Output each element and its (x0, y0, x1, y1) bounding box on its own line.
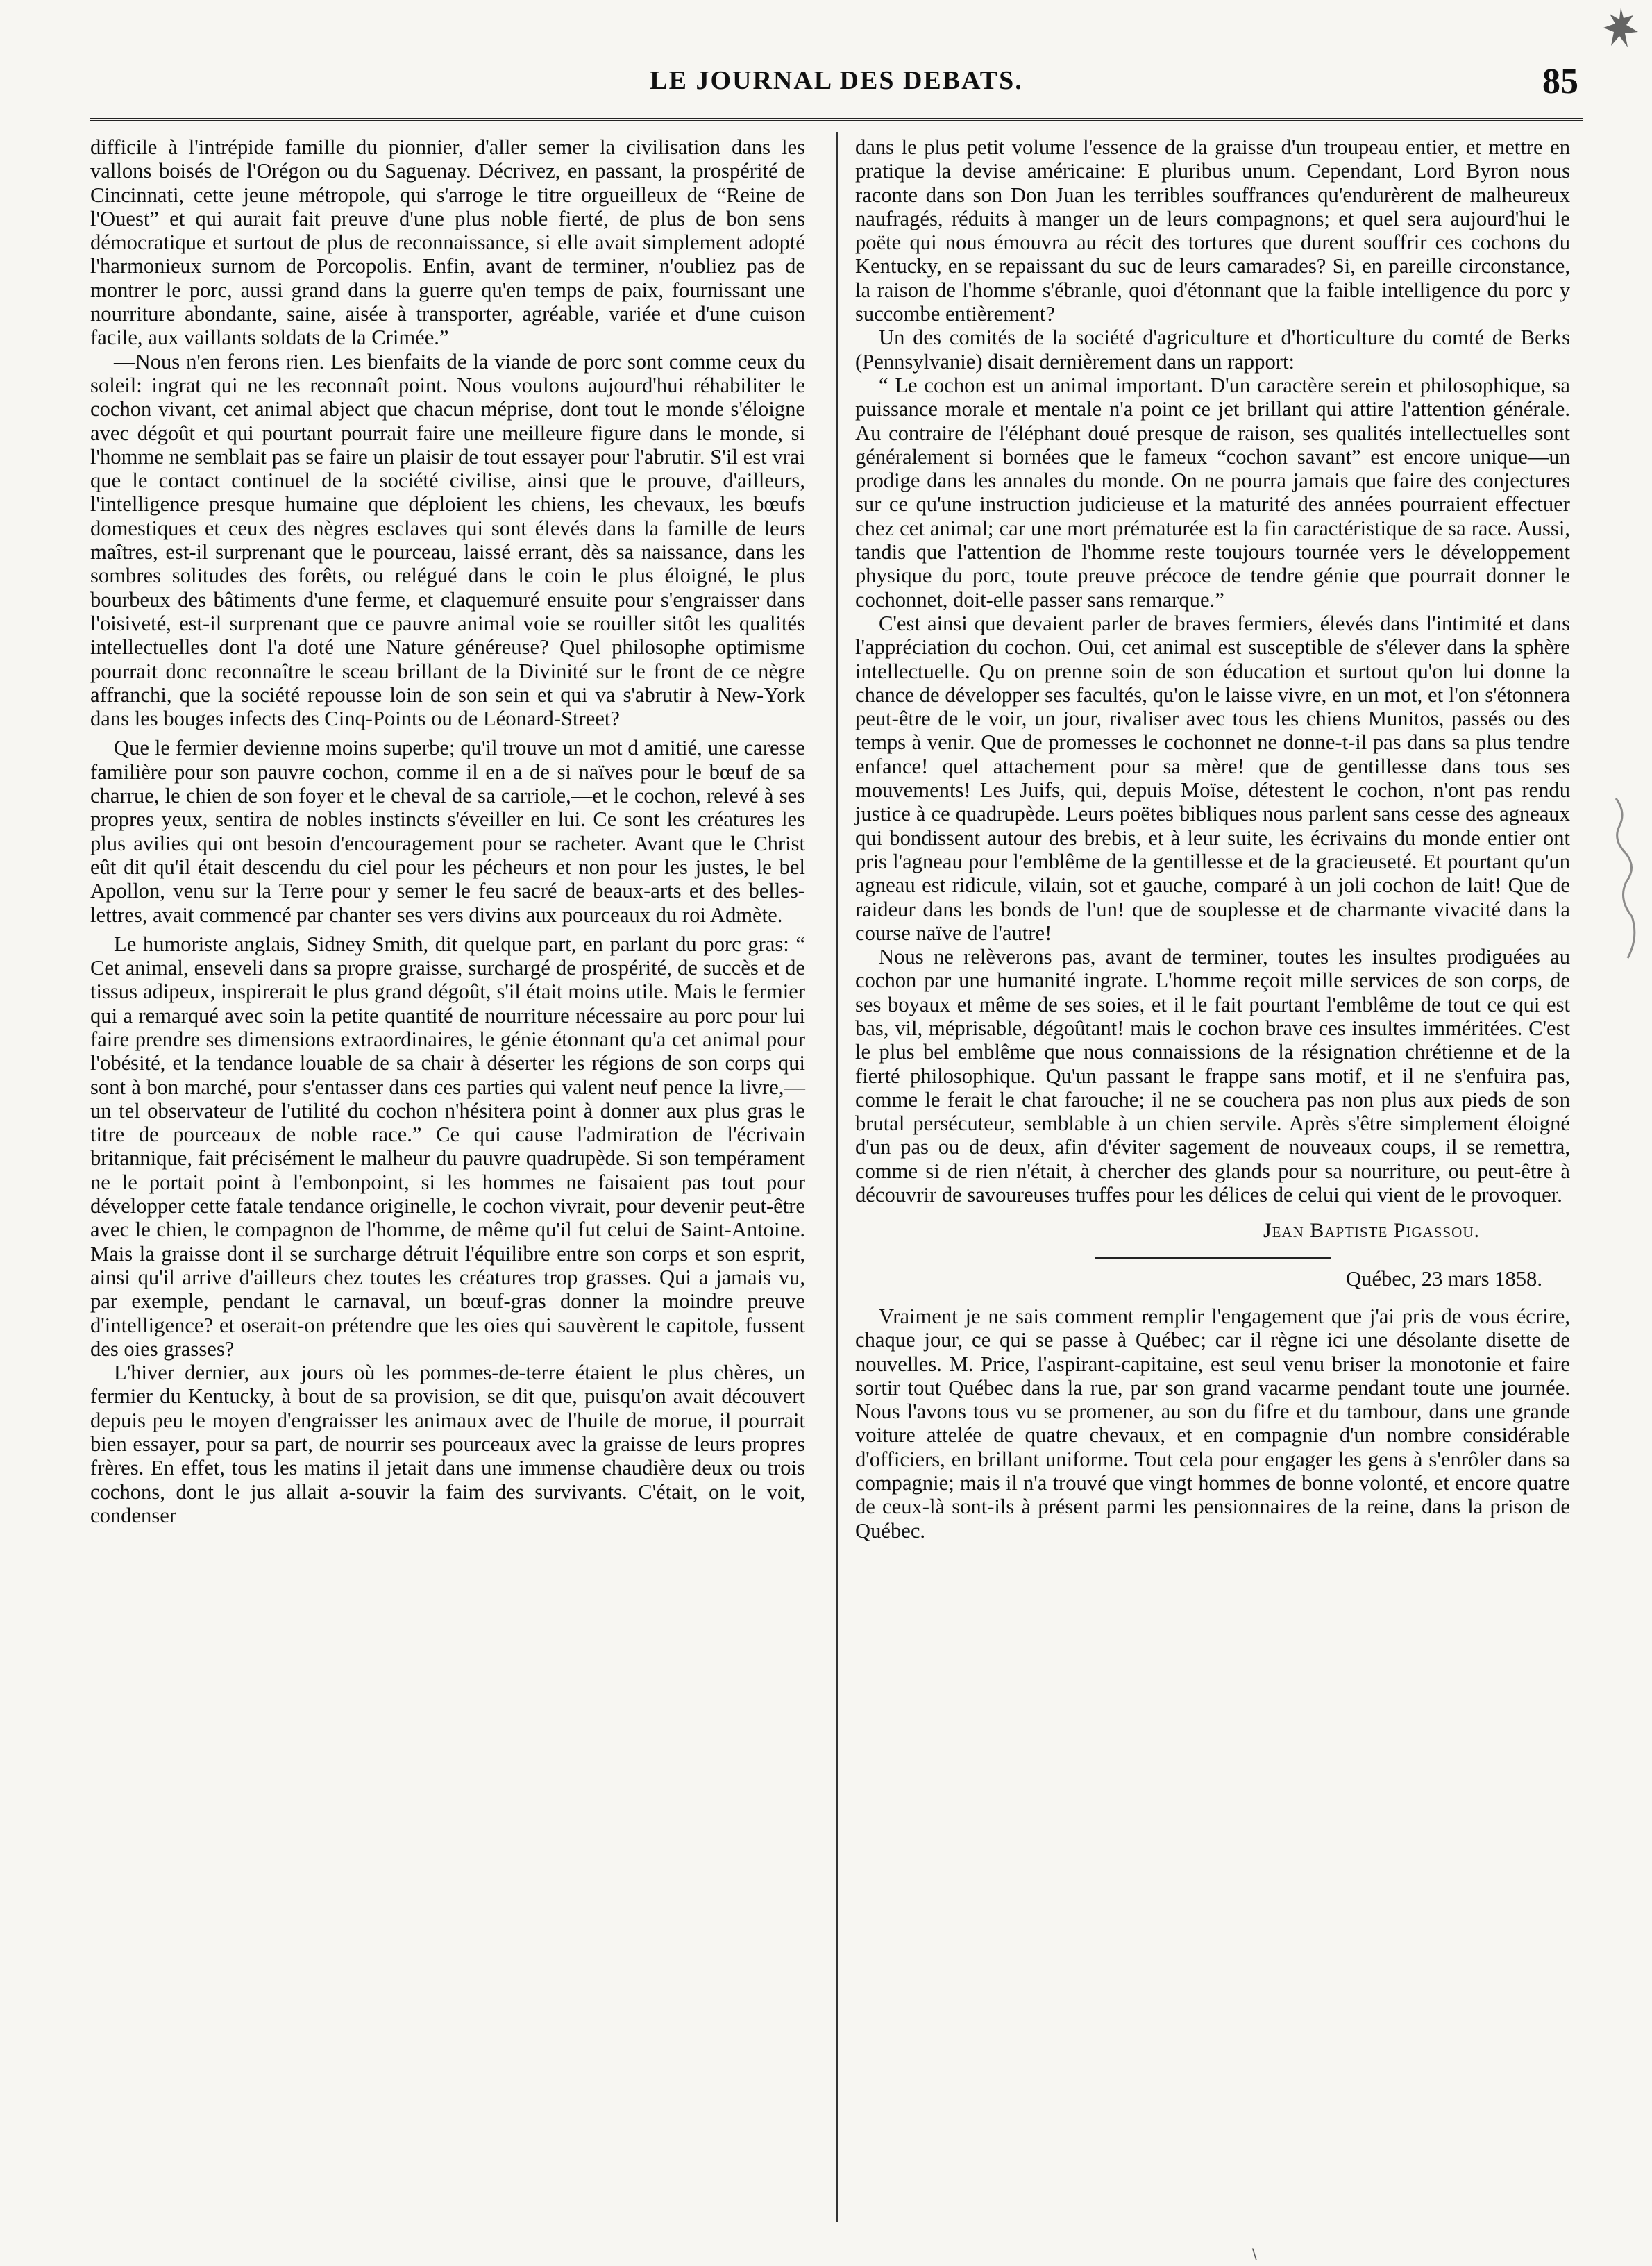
right-column (855, 135, 1570, 1543)
page-number: 85 (1542, 62, 1578, 101)
left-paragraph: Le humoriste anglais, Sidney Smith, dit quelque part, en parlant du porc gras: “ Cet animal, enseveli dans sa propre graisse, surchargé de prospérité, de succès et de tissus adipeux, inspirerait le plus grand dégoût, s'il était moins utile. Mais le fermier qui a remarqué avec soin la petite quantité de nourriture nécessaire au porc pour lui faire prendre ses dimensions extraordinaires, le génie étonnant qu'a cet animal pour l'obésité, et la tendance louable de sa chair à déserter les régions de son corps qui sont à bon marché, pour s'entasser dans ces parties qui valent neuf pence la livre,—un tel observateur de l'utilité du cochon n'hésitera point à donner aux plus gras le titre de pourceaux de noble race.” Ce qui cause l'admiration de l'écrivain britannique, fait précisément le malheur du pauvre quadrupède. Si son tempérament ne le portait point à l'embonpoint, si les hommes ne faisaient pas tout pour développer cette fatale tendance originelle, le cochon vivrait, pour devenir peut-être avec le chien, le compagnon de l'homme, de même qu'il fut celui de Saint-Antoine. Mais la graisse dont il se surcharge détruit l'équilibre entre son corps et son esprit, ainsi qu'il arrive d'ailleurs chez toutes les créatures trop grasses. Qui a jamais vu, par exemple, pendant le carnaval, un bœuf-gras donner la moindre preuve d'intelligence? et oserait-on prétendre que les oies qui sauvèrent le capitole, fussent des oies grasses? (90, 932, 805, 1361)
right-paragraph: “ Le cochon est un animal important. D'un caractère serein et philosophique, sa puissance morale et mentale n'a point ce jet brillant qui attire l'attention générale. Au contraire de l'éléphant doué presque de raison, ses qualités intellectuelles sont généralement si bornées que le fameux “cochon savant” est encore unique—un prodige dans les annales du monde. On ne pourra jamais que faire des conjectures sur ce qu'une instruction judicieuse et la maturité des années pourraient effectuer chez cet animal; car une mort prématurée est la fin caractéristique de sa race. Aussi, tandis que l'attention de l'homme reste toujours tournée vers le développement physique du porc, toute preuve précoce de tendre génie que pourrait donner le cochonnet, doit-elle passer sans remarque.” (855, 373, 1570, 612)
right-paragraph: Nous ne relèverons pas, avant de terminer, toutes les insultes prodiguées au cochon par une humanité ingrate. L'homme reçoit mille services de son corps, de ses boyaux et même de ses soies, et il le fait pourtant l'emblême de tout ce qui est bas, vil, méprisable, dégoûtant! mais le cochon brave ces insultes imméritées. C'est le plus bel emblême que nous connaissions de la résignation chrétienne et de la fierté philosophique. Qu'un passant le frappe sans motif, et il ne s'enfuira pas, comme le ferait le chat farouche; il ne se couchera pas non plus aux pieds de son brutal persécuteur, semblable à un chien servile. Après s'être simplement éloigné d'un pas ou de deux, afin d'éviter sagement de nouveaux coups, il se remettra, comme si de rien n'était, à chercher des glands pour sa nourriture, ou peut-être à découvrir de savoureuses truffes pour les délices de celui qui vient de le provoquer. (855, 945, 1570, 1207)
signature-rule (1095, 1257, 1331, 1259)
letter-paragraph: Vraiment je ne sais comment remplir l'engagement que j'ai pris de vous écrire, chaque jour, ce qui se passe à Québec; car il règne ici une désolante disette de nouvelles. M. Price, l'aspirant-capitaine, est seul venu briser la monotonie et faire sortir tout Québec dans la rue, par son grand vacarme pendant toute une journée. Nous l'avons tous vu se promener, au son du fifre et du tambour, dans une grande voiture attelée de quatre chevaux, et en compagnie d'un nombre considérable d'officiers, en brillant uniforme. Tout cela pour engager les gens à s'enrôler dans sa compagnie; mais il n'a trouvé que vingt hommes de bonne volonté, et encore quatre de ceux-là sont-ils à présent parmi les pensionnaires de la reine, dans la prison de Québec. (855, 1304, 1570, 1543)
column-divider (836, 132, 838, 2222)
right-paragraph: Un des comités de la société d'agriculture et d'horticulture du comté de Berks (Pennsylvanie) disait dernièrement dans un rapport: (855, 326, 1570, 374)
newspaper-title: LE JOURNAL DES DEBATS. (650, 66, 1023, 95)
right-paragraph: C'est ainsi que devaient parler de braves fermiers, élevés dans l'intimité et dans l'appréciation du cochon. Oui, cet animal est susceptible de s'élever dans la sphère intellectuelle. Qu on prenne soin de son éducation et surtout qu'on lui donne la chance de développer ses facultés, qu'on le laisse vivre, en un mot, et l'on s'étonnera peut-être de le voir, un jour, rivaliser avec tous les chiens Munitos, passés ou des temps à venir. Que de promesses le cochonnet ne donne-t-il pas dans sa plus tendre enfance! quel attachement pour sa mère! que de gentillesse dans tous ses mouvements! Les Juifs, qui, depuis Moïse, détestent le cochon, n'ont pas rendu justice à ce quadrupède. Leurs poëtes bibliques nous parlent sans cesse des agneaux qui bondissent autour des brebis, et à leur suite, les écrivains du monde entier ont pris l'agneau pour l'emblême de la gentillesse et de la gracieuseté. Et pourtant qu'un agneau est ridicule, vilain, sot et gauche, comparé à un joli cochon de lait! Que de raideur dans les bonds de l'un! que de souplesse et de charmante vivacité dans la course naïve de l'autre! (855, 611, 1570, 945)
left-paragraph: difficile à l'intrépide famille du pionnier, d'aller semer la civilisation dans les vallons boisés de l'Orégon ou du Saguenay. Décrivez, en passant, la prospérité de Cincinnati, cette jeune métropole, qui s'arroge le titre orgueilleux de “Reine de l'Ouest” et qui aurait fait preuve d'une plus noble fierté, de plus de bon sens démocratique et surtout de plus de reconnaissance, si elle avait simplement adopté l'harmonieux surnom de Porcopolis. Enfin, avant de terminer, n'oubliez pas de montrer le porc, aussi grand dans la guerre qu'en temps de paix, fournissant une nourriture abondante, saine, aisée à transporter, agréable, variée et d'une cuison facile, aux vaillants soldats de la Crimée.” (90, 135, 805, 350)
left-paragraph: Que le fermier devienne moins superbe; qu'il trouve un mot d amitié, une caresse familière pour son pauvre cochon, comme il en a de si naïves pour le bœuf de sa charrue, le chien de son foyer et le cheval de sa carriole,—et le cochon, relevé à ses propres yeux, sentira de nobles instincts s'éveiller en lui. Ce sont les créatures les plus avilies qui ont besoin d'encouragement pour se racheter. Avant que le Christ eût dit qu'il était descendu du ciel pour les pécheurs et non pour les justes, le bel Apollon, venu sur la Terre pour y semer le feu sacré de beaux-arts et des belles-lettres, avait commencé par chanter ses vers divins aux pourceaux du roi Admète. (90, 736, 805, 927)
left-paragraph: —Nous n'en ferons rien. Les bienfaits de la viande de porc sont comme ceux du soleil: ingrat qui ne les reconnaît point. Nous voulons aujourd'hui réhabiliter le cochon vivant, cet animal abject que chacun méprise, dont tout le monde s'éloigne avec dégoût et qui pourtant pourrait faire une meilleure figure dans le monde, si l'homme ne semblait pas se faire un plaisir de tout essayer pour l'abrutir. S'il est vrai que le contact continuel de la société civilise, ainsi que le prouve, d'ailleurs, l'intelligence presque humaine que déploient les chiens, les chevaux, les bœufs domestiques et ceux des nègres esclaves qui sont élevés dans la famille de leurs maîtres, est-il surprenant que le pourceau, laissé errant, dès sa naissance, dans les sombres solitudes des forêts, ou relégué dans le coin le plus éloigné, le plus bourbeux des bâtiments d'une ferme, et claquemuré ensuite pour s'engraisser dans l'oisiveté, est-il surprenant que ce pauvre animal voie se rouiller sitôt les qualités intellectuelles dont l'a doté une Nature généreuse? Quel philosophe optimisme pourrait donc reconnaître le sceau brillant de la Divinité sur le front de ce nègre affranchi, que la société repousse loin de son sein et qui va s'abrutir à New-York dans les bouges infects des Cinq-Points ou de Léonard-Street? (90, 349, 805, 731)
left-column (90, 135, 805, 1527)
header-rule (90, 118, 1583, 121)
left-paragraph: L'hiver dernier, aux jours où les pommes-de-terre étaient le plus chères, un fermier du Kentucky, à bout de sa provision, se dit que, puisqu'on avait découvert depuis peu le moyen d'engraisser les animaux avec de l'huile de morue, il pourrait bien essayer, pour sa part, de nourrir ses pourceaux avec la graisse de leurs propres frères. En effet, tous les matins il jetait dans une immense chaudière deux ou trois cochons, dont le jus allait a-souvir la faim des survivants. C'était, on le voit, condenser (90, 1361, 805, 1527)
bottom-mark: ∖ (1249, 2247, 1258, 2263)
margin-scribble-mark (1609, 791, 1644, 972)
page-header (90, 61, 1583, 110)
ink-blot-mark (1600, 4, 1642, 53)
right-paragraph: dans le plus petit volume l'essence de la graisse d'un troupeau entier, et mettre en pratique la devise américaine: E pluribus unum. Cependant, Lord Byron nous raconte dans son Don Juan les terribles souffrances qu'endurèrent de malheureux naufragés, réduits à manger un de leurs compagnons; et quel sera aujourd'hui le poëte qui nous émouvra au récit des tortures que durent souffrir ces cochons du Kentucky, en se repaissant du suc de leurs camarades? Si, en pareille circonstance, la raison de l'homme s'ébranle, quoi d'étonnant que la faible intelligence du porc y succombe entièrement? (855, 135, 1570, 326)
dateline: Québec, 23 mars 1858. (1346, 1266, 1542, 1291)
author-signature: Jean Baptiste Pigassou. (1263, 1219, 1480, 1243)
